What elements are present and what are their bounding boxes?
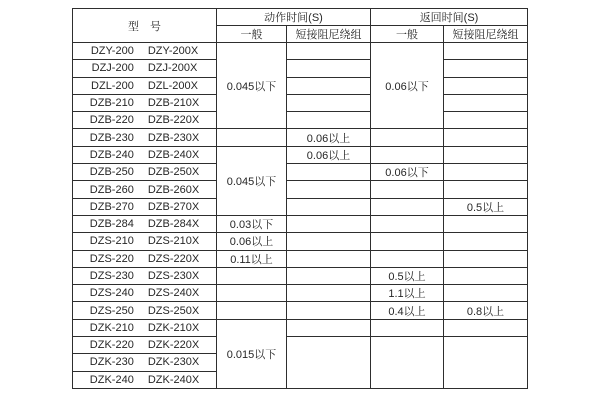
value-cell	[371, 146, 444, 163]
model-cell	[73, 250, 217, 267]
model-cell	[73, 267, 217, 284]
value-cell: 0.045以下	[217, 146, 287, 215]
model-name: DZB-220	[89, 114, 134, 127]
value-cell: 0.06以下	[371, 43, 444, 129]
value-cell	[371, 181, 444, 198]
value-cell: 0.5以上	[444, 198, 528, 215]
model-cell	[73, 129, 217, 146]
model-name: DZB-260	[89, 183, 134, 196]
header-return-general: 一般	[371, 26, 444, 43]
model-name: DZS-210X	[147, 235, 200, 248]
value-cell	[444, 215, 528, 232]
model-cell	[73, 285, 217, 302]
model-cell	[73, 319, 217, 336]
header-return-time: 返回时间(S)	[371, 9, 528, 26]
model-cell	[73, 198, 217, 215]
model-name: DZB-250X	[147, 166, 200, 179]
table-row	[73, 94, 528, 111]
value-cell	[287, 215, 371, 232]
model-name: DZB-210	[89, 97, 134, 110]
header-action-time: 动作时间(S)	[217, 9, 371, 26]
value-cell	[287, 250, 371, 267]
value-cell	[444, 337, 528, 389]
model-name: DZK-220X	[147, 339, 200, 352]
value-cell	[287, 164, 371, 181]
model-cell	[73, 354, 217, 371]
value-cell: 0.045以下	[217, 43, 287, 129]
value-cell	[371, 129, 444, 146]
model-cell	[73, 337, 217, 354]
model-name: DZY-200	[90, 45, 134, 58]
table-row	[73, 146, 528, 163]
value-cell: 0.03以下	[217, 215, 287, 232]
value-cell	[287, 302, 371, 319]
value-cell	[217, 285, 287, 302]
header-model: 型 号	[73, 9, 217, 43]
model-cell	[73, 181, 217, 198]
value-cell	[287, 337, 371, 389]
model-name: DZB-284X	[147, 218, 200, 231]
table-row	[73, 233, 528, 250]
value-cell	[287, 94, 371, 111]
table-row	[73, 181, 528, 198]
value-cell	[371, 337, 444, 389]
value-cell	[444, 77, 528, 94]
model-name: DZK-220	[89, 339, 134, 352]
value-cell: 0.4以上	[371, 302, 444, 319]
value-cell: 0.06以下	[371, 164, 444, 181]
header-action-general: 一般	[217, 26, 287, 43]
value-cell	[287, 43, 371, 60]
model-cell	[73, 60, 217, 77]
model-name: DZB-250	[89, 166, 134, 179]
table-row	[73, 164, 528, 181]
model-name: DZB-220X	[147, 114, 200, 127]
model-name: DZB-230X	[147, 131, 200, 144]
value-cell: 0.06以上	[217, 233, 287, 250]
value-cell	[287, 112, 371, 129]
model-name: DZS-250X	[147, 304, 200, 317]
model-name: DZB-260X	[147, 183, 200, 196]
value-cell	[444, 60, 528, 77]
table-row	[73, 337, 528, 354]
model-name: DZK-230	[89, 356, 134, 369]
value-cell	[444, 94, 528, 111]
value-cell: 0.11以上	[217, 250, 287, 267]
value-cell	[371, 319, 444, 336]
value-cell	[287, 181, 371, 198]
value-cell	[287, 60, 371, 77]
value-cell	[444, 267, 528, 284]
header-return-damped: 短接阻尼绕组	[444, 26, 528, 43]
model-name: DZB-230	[89, 131, 134, 144]
value-cell	[444, 146, 528, 163]
model-name: DZK-240	[89, 373, 134, 386]
model-name: DZK-230X	[147, 356, 200, 369]
value-cell	[217, 129, 287, 146]
value-cell	[371, 198, 444, 215]
model-name: DZL-200	[91, 79, 134, 92]
value-cell	[287, 77, 371, 94]
value-cell	[444, 285, 528, 302]
value-cell	[371, 250, 444, 267]
model-name: DZS-220X	[147, 252, 200, 265]
header-action-damped: 短接阻尼绕组	[287, 26, 371, 43]
model-name: DZS-210	[89, 235, 134, 248]
model-cell	[73, 233, 217, 250]
value-cell	[444, 233, 528, 250]
value-cell: 0.06以上	[287, 146, 371, 163]
table-row	[73, 112, 528, 129]
model-name: DZS-230	[89, 270, 134, 282]
table-row	[73, 285, 528, 302]
model-name: DZB-240X	[147, 148, 200, 161]
table-row	[73, 129, 528, 146]
value-cell	[287, 233, 371, 250]
table-row	[73, 43, 528, 60]
value-cell	[371, 215, 444, 232]
value-cell	[217, 302, 287, 319]
model-name: DZJ-200X	[147, 62, 198, 75]
model-name: DZB-240	[89, 148, 134, 161]
model-name: DZL-200X	[147, 79, 198, 92]
table-row	[73, 215, 528, 232]
model-cell	[73, 94, 217, 111]
value-cell	[287, 319, 371, 336]
value-cell	[444, 164, 528, 181]
value-cell: 0.5以上	[371, 267, 444, 284]
model-name: DZK-210	[89, 321, 134, 334]
table-row	[73, 60, 528, 77]
header-row-groups	[73, 9, 528, 26]
value-cell	[444, 43, 528, 60]
value-cell	[444, 129, 528, 146]
value-cell	[371, 233, 444, 250]
value-cell	[444, 181, 528, 198]
model-cell	[73, 146, 217, 163]
model-name: DZS-240X	[147, 287, 200, 300]
model-name: DZB-270X	[147, 200, 200, 213]
table-body	[73, 43, 528, 389]
model-name: DZB-270	[89, 200, 134, 213]
model-name: DZS-230X	[147, 270, 200, 282]
value-cell: 0.015以下	[217, 319, 287, 388]
timing-spec-table	[72, 8, 528, 389]
table-row	[73, 319, 528, 336]
table-header	[73, 9, 528, 43]
model-cell	[73, 302, 217, 319]
table-row	[73, 302, 528, 319]
model-name: DZK-240X	[147, 373, 200, 386]
model-cell	[73, 43, 217, 60]
value-cell	[287, 285, 371, 302]
model-cell	[73, 77, 217, 94]
table-row	[73, 77, 528, 94]
table-row	[73, 267, 528, 284]
value-cell	[444, 319, 528, 336]
model-cell	[73, 112, 217, 129]
model-cell	[73, 215, 217, 232]
model-name: DZK-210X	[147, 321, 200, 334]
value-cell	[217, 267, 287, 284]
value-cell	[444, 112, 528, 129]
model-name: DZJ-200	[91, 62, 134, 75]
model-cell	[73, 371, 217, 388]
value-cell	[444, 250, 528, 267]
model-name: DZS-240	[89, 287, 134, 300]
value-cell	[287, 267, 371, 284]
value-cell: 0.8以上	[444, 302, 528, 319]
value-cell: 0.06以上	[287, 129, 371, 146]
value-cell	[287, 198, 371, 215]
model-name: DZB-284	[89, 218, 134, 231]
model-cell	[73, 164, 217, 181]
model-name: DZS-220	[89, 252, 134, 265]
table-row	[73, 250, 528, 267]
model-name: DZB-210X	[147, 97, 200, 110]
model-name: DZY-200X	[147, 45, 199, 58]
table-row	[73, 198, 528, 215]
value-cell: 1.1以上	[371, 285, 444, 302]
model-name: DZS-250	[89, 304, 134, 317]
